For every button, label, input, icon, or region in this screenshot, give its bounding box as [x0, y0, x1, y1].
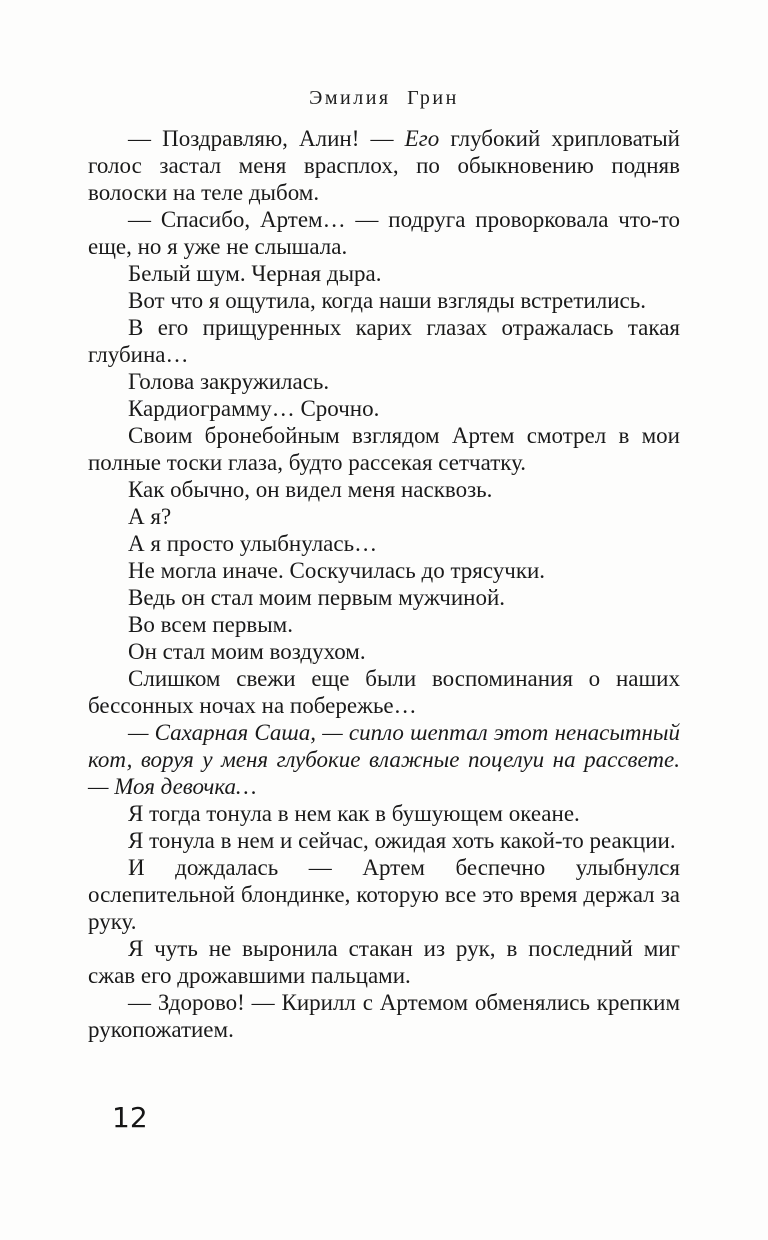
paragraph [88, 935, 680, 989]
text-run: — Поздравляю, Алин! — [128, 126, 405, 151]
running-header: Эмилия Грин [309, 87, 459, 109]
text-run: Как обычно, он видел меня насквозь. [128, 477, 493, 502]
text-run: Слишком свежи еще были воспоминания о наших бессонных ночах на побережье… [88, 666, 680, 718]
text-run: Кардиограмму… Срочно. [128, 396, 380, 421]
paragraph [88, 827, 680, 854]
text-run: — Спасибо, Артем… — подруга проворковала что-то еще, но я уже не слышала. [88, 207, 680, 259]
paragraph [88, 368, 680, 395]
paragraph [88, 800, 680, 827]
text-run: Во всем первым. [128, 612, 293, 637]
text-run: Он стал моим воздухом. [128, 639, 366, 664]
text-run: Ведь он стал моим первым мужчиной. [128, 585, 506, 610]
paragraph [88, 206, 680, 260]
text-run: Я тогда тонула в нем как в бушующем океане. [128, 801, 580, 826]
paragraph [88, 989, 680, 1043]
text-run: А я? [128, 504, 172, 529]
text-run: Не могла иначе. Соскучилась до трясучки. [128, 558, 546, 583]
paragraph [88, 854, 680, 935]
page-number: 12 [112, 1101, 148, 1134]
text-run: И дождалась — Артем беспечно улыбнулся ослепительной блондинке, которую все это время держал за руку. [88, 855, 680, 934]
paragraph [88, 665, 680, 719]
text-run: Я чуть не выронила стакан из рук, в последний миг сжав его дрожавшими пальцами. [88, 936, 680, 988]
paragraph [88, 503, 680, 530]
paragraph [88, 557, 680, 584]
paragraph [88, 638, 680, 665]
text-run: Своим бронебойным взглядом Артем смотрел в мои полные тоски глаза, будто рассекая сетчатку. [88, 423, 680, 475]
italic-text-run: Его [404, 126, 440, 151]
paragraph [88, 287, 680, 314]
paragraph [88, 314, 680, 368]
text-run: Вот что я ощутила, когда наши взгляды встретились. [128, 288, 646, 313]
italic-text-run: — Сахарная Саша, — сипло шептал этот ненасытный кот, воруя у меня глубокие влажные поцелуи на рассвете. — Моя девочка… [88, 720, 680, 799]
text-run: — Здорово! — Кирилл с Артемом обменялись крепким рукопожатием. [88, 990, 680, 1042]
paragraph [88, 584, 680, 611]
text-run: Голова закружилась. [128, 369, 330, 394]
paragraph [88, 395, 680, 422]
paragraph [88, 422, 680, 476]
paragraph [88, 476, 680, 503]
text-run: А я просто улыбнулась… [128, 531, 378, 556]
text-run: В его прищуренных карих глазах отражалась такая глубина… [88, 315, 680, 367]
paragraph [88, 719, 680, 800]
paragraph [88, 530, 680, 557]
paragraph [88, 125, 680, 206]
text-run: глубокий хрипловатый голос застал меня врасплох, по обыкновению подняв волоски на теле дыбом. [88, 126, 680, 205]
text-run: Белый шум. Черная дыра. [128, 261, 382, 286]
text-run: Я тонула в нем и сейчас, ожидая хоть какой-то реакции. [128, 828, 676, 853]
paragraph [88, 260, 680, 287]
body-text [88, 125, 680, 1043]
paragraph [88, 611, 680, 638]
